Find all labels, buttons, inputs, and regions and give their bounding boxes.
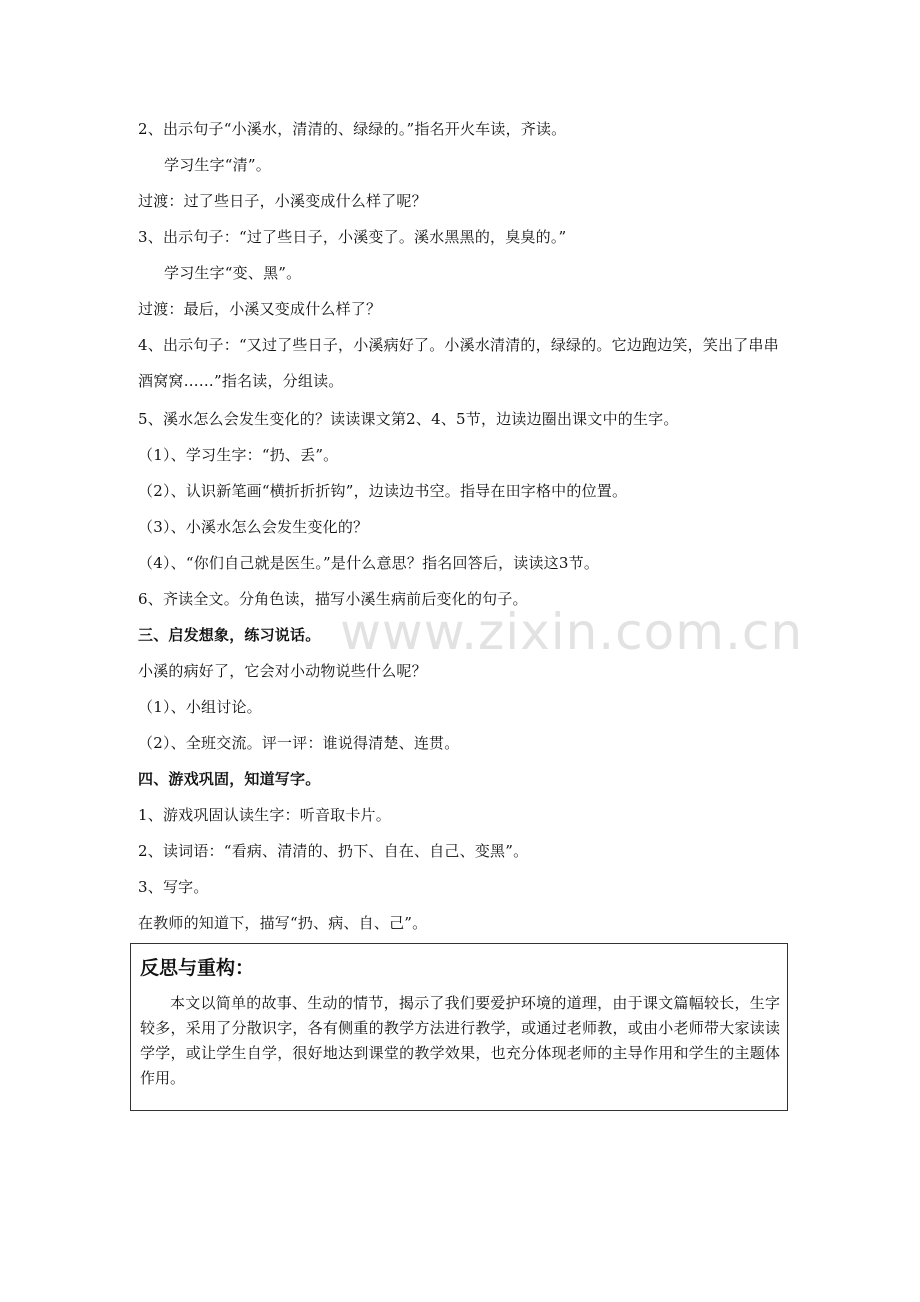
transition-1: 过渡：过了些日子，小溪变成什么样了呢？ — [138, 192, 427, 210]
class-exchange: （2）、全班交流。评一评：谁说得清楚、连贯。 — [138, 734, 460, 752]
learn-char-qing: 学习生字“清”。 — [164, 156, 271, 174]
step-2-sentence: 2、出示句子“小溪水，清清的、绿绿的。”指名开火车读，齐读。 — [138, 120, 567, 138]
sub-step-1: （1）、学习生字：“扔、丢”。 — [138, 446, 339, 464]
step-3-sentence: 3、出示句子：“过了些日子，小溪变了。溪水黑黑的，臭臭的。” — [138, 228, 567, 246]
writing-guidance: 在教师的知道下，描写“扔、病、自、己”。 — [138, 914, 428, 932]
section-heading-3: 三、启发想象，练习说话。 — [138, 626, 321, 644]
game-step-1: 1、游戏巩固认读生字：听音取卡片。 — [138, 806, 391, 824]
game-step-2: 2、读词语：“看病、清清的、扔下、自在、自己、变黑”。 — [138, 842, 529, 860]
sub-step-3: （3）、小溪水怎么会发生变化的？ — [138, 518, 369, 536]
sub-step-4: （4）、“你们自己就是医生。”是什么意思？指名回答后，读读这3节。 — [138, 554, 600, 572]
section-heading-4: 四、游戏巩固，知道写字。 — [138, 770, 321, 788]
transition-2: 过渡：最后，小溪又变成什么样了？ — [138, 300, 382, 318]
game-step-3: 3、写字。 — [138, 878, 209, 896]
reflection-title: 反思与重构： — [140, 957, 255, 979]
learn-char-bian-hei: 学习生字“变、黑”。 — [164, 264, 302, 282]
step-4-sentence: 4、出示句子：“又过了些日子，小溪病好了。小溪水清清的，绿绿的。它边跑边笑，笑出了串串酒窝窝……”指名读，分组读。 — [138, 336, 779, 390]
watermark-text: www.zixin.com.cn — [340, 603, 804, 661]
step-6-reading: 6、齐读全文。分角色读，描写小溪生病前后变化的句子。 — [138, 590, 528, 608]
step-5-question: 5、溪水怎么会发生变化的？读读课文第2、4、5节，边读边圈出课文中的生字。 — [138, 410, 679, 428]
group-discussion: （1）、小组讨论。 — [138, 698, 262, 716]
speaking-prompt: 小溪的病好了，它会对小动物说些什么呢？ — [138, 662, 427, 680]
sub-step-2: （2）、认识新笔画“横折折折钩”，边读边书空。指导在田字格中的位置。 — [138, 482, 628, 500]
reflection-box — [130, 943, 788, 1111]
reflection-body: 本文以简单的故事、生动的情节，揭示了我们要爱护环境的道理，由于课文篇幅较长，生字较多，采用了分散识字，各有侧重的教学方法进行教学，或通过老师教，或由小老师带大家读读学学，或让学生自学，很好地达到课堂的教学效果，也充分体现老师的主导作用和学生的主题体作用。 — [140, 994, 780, 1087]
